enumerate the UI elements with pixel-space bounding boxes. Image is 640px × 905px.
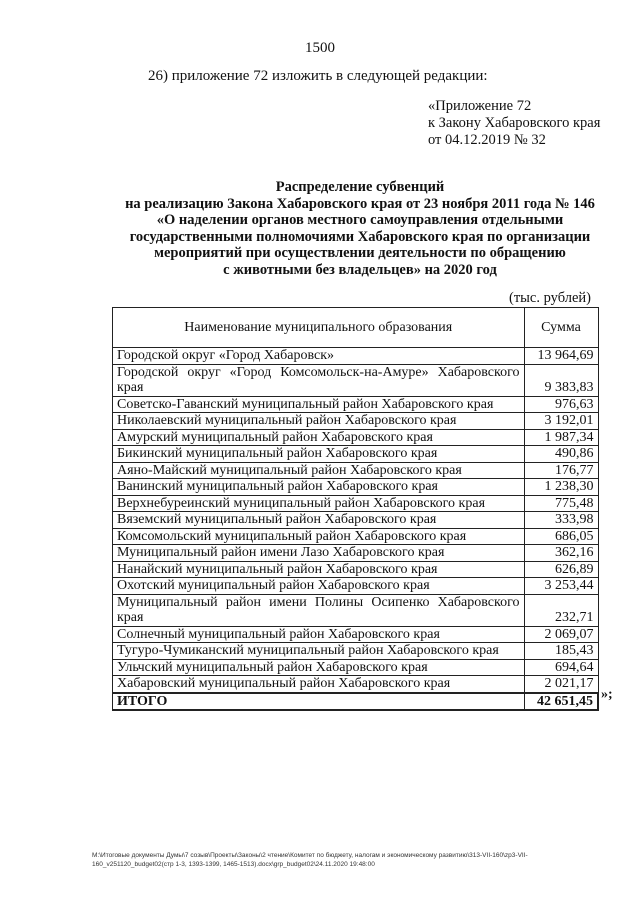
table-row bbox=[113, 348, 599, 365]
row-name: Муниципальный район имени Лазо Хабаровского края bbox=[113, 545, 525, 562]
row-sum: 2 069,07 bbox=[524, 626, 598, 643]
footer-line: 160_v251120_budget02(стр 1-3, 1393-1399, 1465-1513).docx\grp_budget02\24.11.2020 19:48:00 bbox=[92, 860, 375, 868]
row-name: Ванинский муниципальный район Хабаровского края bbox=[113, 479, 525, 496]
row-sum: 1 987,34 bbox=[524, 429, 598, 446]
row-sum: 1 238,30 bbox=[524, 479, 598, 496]
row-sum: 232,71 bbox=[524, 594, 598, 626]
table-row bbox=[113, 495, 599, 512]
table-row bbox=[113, 545, 599, 562]
row-name: Ульчский муниципальный район Хабаровского края bbox=[113, 659, 525, 676]
table-row bbox=[113, 446, 599, 463]
total-sum: 42 651,45 bbox=[524, 693, 598, 711]
header-sum: Сумма bbox=[524, 308, 598, 348]
row-name: Николаевский муниципальный район Хабаровского края bbox=[113, 413, 525, 430]
table-row bbox=[113, 462, 599, 479]
table-row bbox=[113, 676, 599, 693]
appendix-reference bbox=[428, 98, 600, 149]
row-sum: 2 021,17 bbox=[524, 676, 598, 693]
document-title bbox=[110, 179, 610, 278]
intro-text: 26) приложение 72 изложить в следующей редакции: bbox=[148, 68, 488, 84]
appendix-line: к Закону Хабаровского края bbox=[428, 115, 601, 131]
table-header-row bbox=[113, 308, 599, 348]
row-sum: 9 383,83 bbox=[524, 364, 598, 396]
row-name: Охотский муниципальный район Хабаровского края bbox=[113, 578, 525, 595]
header-name: Наименование муниципального образования bbox=[113, 308, 525, 348]
table-row bbox=[113, 561, 599, 578]
row-sum: 626,89 bbox=[524, 561, 598, 578]
row-name: Муниципальный район имени Полины Осипенко Хабаровского края bbox=[113, 594, 525, 626]
row-name: Советско-Гаванский муниципальный район Хабаровского края bbox=[113, 396, 525, 413]
table-row bbox=[113, 643, 599, 660]
row-name: Амурский муниципальный район Хабаровского края bbox=[113, 429, 525, 446]
row-sum: 185,43 bbox=[524, 643, 598, 660]
row-sum: 976,63 bbox=[524, 396, 598, 413]
table-row bbox=[113, 578, 599, 595]
row-sum: 490,86 bbox=[524, 446, 598, 463]
row-name: Городской округ «Город Комсомольск-на-Амуре» Хабаровского края bbox=[113, 364, 525, 396]
title-line: государственными полномочиями Хабаровского края по организации bbox=[129, 228, 591, 245]
file-path-footer bbox=[92, 852, 632, 869]
row-sum: 686,05 bbox=[524, 528, 598, 545]
table-row bbox=[113, 626, 599, 643]
row-name: Бикинский муниципальный район Хабаровского края bbox=[113, 446, 525, 463]
row-sum: 3 253,44 bbox=[524, 578, 598, 595]
row-sum: 176,77 bbox=[524, 462, 598, 479]
unit-label: (тыс. рублей) bbox=[509, 290, 591, 306]
row-sum: 333,98 bbox=[524, 512, 598, 529]
table-row bbox=[113, 479, 599, 496]
page-number: 1500 bbox=[305, 40, 335, 56]
table-row bbox=[113, 364, 599, 396]
row-name: Городской округ «Город Хабаровск» bbox=[113, 348, 525, 365]
row-sum: 3 192,01 bbox=[524, 413, 598, 430]
row-name: Нанайский муниципальный район Хабаровского края bbox=[113, 561, 525, 578]
appendix-line: «Приложение 72 bbox=[428, 98, 532, 114]
row-sum: 13 964,69 bbox=[524, 348, 598, 365]
table-row bbox=[113, 413, 599, 430]
row-name: Комсомольский муниципальный район Хабаровского края bbox=[113, 528, 525, 545]
table-row bbox=[113, 396, 599, 413]
row-sum: 362,16 bbox=[524, 545, 598, 562]
table-row bbox=[113, 594, 599, 626]
title-line: на реализацию Закона Хабаровского края от 23 ноября 2011 года № 146 bbox=[125, 195, 595, 212]
table-row bbox=[113, 512, 599, 529]
row-name: Вяземский муниципальный район Хабаровского края bbox=[113, 512, 525, 529]
title-line: мероприятий при осуществлении деятельности по обращению bbox=[154, 245, 566, 261]
table-row bbox=[113, 429, 599, 446]
row-name: Солнечный муниципальный район Хабаровского края bbox=[113, 626, 525, 643]
title-line: Распределение субвенций bbox=[275, 179, 445, 195]
title-line: «О наделении органов местного самоуправления отдельными bbox=[156, 212, 564, 228]
subventions-table bbox=[112, 307, 599, 711]
row-name: Аяно-Майский муниципальный район Хабаровского края bbox=[113, 462, 525, 479]
row-name: Верхнебуреинский муниципальный район Хабаровского края bbox=[113, 495, 525, 512]
total-row bbox=[113, 693, 599, 711]
row-sum: 775,48 bbox=[524, 495, 598, 512]
table-row bbox=[113, 528, 599, 545]
row-name: Тугуро-Чумиканский муниципальный район Хабаровского края bbox=[113, 643, 525, 660]
closing-mark: »; bbox=[601, 687, 613, 702]
table-row bbox=[113, 659, 599, 676]
row-sum: 694,64 bbox=[524, 659, 598, 676]
appendix-line: от 04.12.2019 № 32 bbox=[428, 132, 546, 148]
title-line: с животными без владельцев» на 2020 год bbox=[223, 261, 497, 278]
row-name: Хабаровский муниципальный район Хабаровского края bbox=[113, 676, 525, 693]
footer-line: M:\Итоговые документы Думы\7 созыв\Проекты\Законы\2 чтение\Комитет по бюджету, налогам и экономическому развитию\313-VII-160\zp3-VII- bbox=[92, 852, 528, 859]
total-label: ИТОГО bbox=[113, 693, 525, 711]
